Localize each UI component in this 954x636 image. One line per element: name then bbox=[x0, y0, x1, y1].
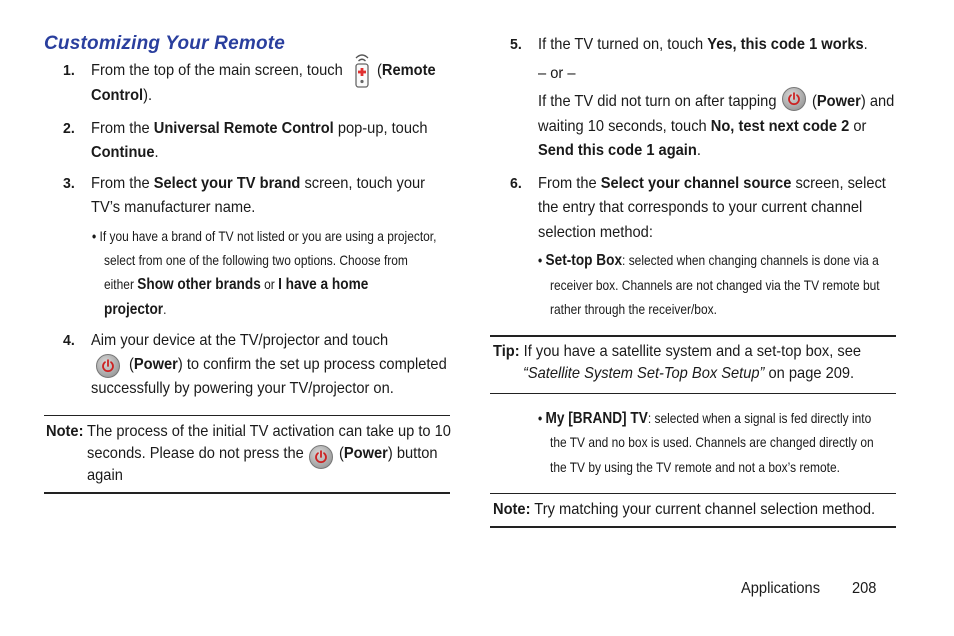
step2-text-line2: Continue. bbox=[91, 144, 159, 161]
divider bbox=[490, 526, 896, 528]
remote-icon bbox=[351, 53, 373, 89]
power-icon bbox=[96, 354, 120, 378]
step6-text-line3: selection method: bbox=[538, 224, 653, 241]
step5-text: If the TV turned on, touch Yes, this code 1 works. bbox=[538, 36, 868, 53]
step1-text: From the top of the main screen, touch bbox=[91, 62, 343, 79]
footer-section: Applications bbox=[741, 580, 821, 597]
note2-text: Note: Try matching your current channel selection method. bbox=[493, 501, 876, 518]
step3-text: From the Select your TV brand screen, touch your bbox=[91, 175, 426, 192]
divider bbox=[490, 393, 896, 394]
step4-text-line3: successfully by powering your TV/projector on. bbox=[91, 380, 394, 397]
step-number: 2. bbox=[63, 120, 75, 137]
divider bbox=[490, 335, 896, 337]
bullet-item-line2: the TV and no box is used. Channels are changed directly on bbox=[550, 435, 874, 450]
note-label: Note: bbox=[46, 423, 84, 440]
step5-text-line3: If the TV did not turn on after tapping bbox=[538, 93, 777, 110]
step1-text-line2: Control). bbox=[91, 87, 153, 104]
step-number: 6. bbox=[510, 175, 522, 192]
tip-text: Tip: If you have a satellite system and a set-top box, see bbox=[493, 343, 862, 360]
step-number: 4. bbox=[63, 332, 75, 349]
divider bbox=[44, 492, 450, 494]
step4-text: Aim your device at the TV/projector and touch bbox=[91, 332, 389, 349]
step-number: 5. bbox=[510, 36, 522, 53]
power-icon bbox=[309, 445, 333, 469]
bullet-item-line2: receiver box. Channels are not changed via the TV remote but bbox=[550, 278, 880, 293]
step4-text-line2: (Power) to confirm the set up process completed bbox=[129, 356, 447, 373]
step5-text-line5: Send this code 1 again. bbox=[538, 142, 701, 159]
tip-text-line2: “Satellite System Set-Top Box Setup” on page 209. bbox=[523, 365, 855, 382]
step5-text-line4: waiting 10 seconds, touch No, test next code 2 or bbox=[538, 118, 867, 135]
step6-text: From the Select your channel source screen, select bbox=[538, 175, 886, 192]
bullet-item: • My [BRAND] TV: selected when a signal is fed directly into bbox=[538, 410, 872, 427]
note-text-line2-end: (Power) button bbox=[339, 445, 438, 462]
note-text: The process of the initial TV activation can take up to 10 bbox=[87, 423, 451, 440]
page-number: 208 bbox=[852, 580, 877, 597]
power-icon bbox=[782, 87, 806, 111]
bullet-item-line4: projector. bbox=[104, 301, 167, 318]
step1-text-end: (Remote bbox=[377, 62, 436, 79]
note-text-line2: seconds. Please do not press the bbox=[87, 445, 304, 462]
section-heading: Customizing Your Remote bbox=[44, 33, 286, 54]
bullet-item-line3: rather through the receiver/box. bbox=[550, 302, 717, 317]
step5-text-line3-end: (Power) and bbox=[812, 93, 895, 110]
or-separator: – or – bbox=[538, 65, 576, 82]
step2-text: From the Universal Remote Control pop-up, touch bbox=[91, 120, 428, 137]
step6-text-line2: the entry that corresponds to your current channel bbox=[538, 199, 863, 216]
divider bbox=[44, 415, 450, 416]
bullet-item: • Set-top Box: selected when changing channels is done via a bbox=[538, 252, 879, 269]
bullet-item-line2: select from one of the following two options. Choose from bbox=[104, 253, 408, 268]
bullet-item: • If you have a brand of TV not listed or you are using a projector, bbox=[92, 229, 437, 244]
bullet-item-line3: the TV by using the TV remote and not a box’s remote. bbox=[550, 460, 840, 475]
step-number: 1. bbox=[63, 62, 75, 79]
divider bbox=[490, 493, 896, 494]
note-text-line3: again bbox=[87, 467, 123, 484]
step-number: 3. bbox=[63, 175, 75, 192]
step3-text-line2: TV’s manufacturer name. bbox=[91, 199, 256, 216]
bullet-item-line3: either Show other brands or I have a home bbox=[104, 276, 369, 293]
